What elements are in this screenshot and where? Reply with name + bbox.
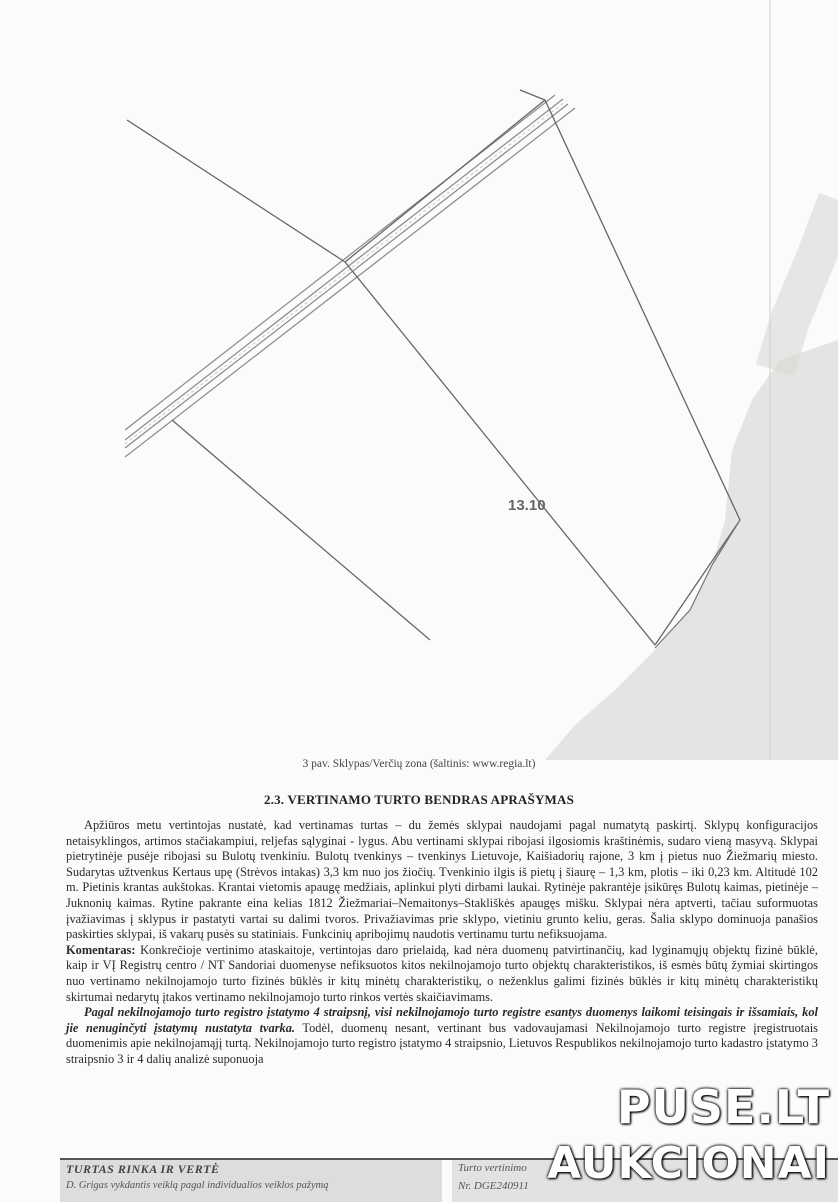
registry-text: Todėl, duomenų nesant, vertinant bus vadovaujamasi Nekilnojamojo turto registre įregistruotais duomenimis apie nekilnojamąjį turtą. Nekilnojamojo turto registro įstatymo 4 straipsnio, Lietuvos Respublikos nekilnojamojo turto kadastro įstatymo 3 straipsnio 3 ir 4 dalių analizė suponuoja: [66, 1020, 818, 1066]
footer-license: D. Grigas vykdantis veiklą pagal individualios veiklos pažymą: [66, 1180, 329, 1191]
figure-caption: 3 pav. Sklypas/Verčių zona (šaltinis: www.regia.lt): [302, 758, 536, 770]
pond-area: [545, 340, 838, 760]
watermark-line1: PUSE.LT: [616, 1080, 830, 1134]
section-title: 2.3. VERTINAMO TURTO BENDRAS APRAŠYMAS: [263, 792, 575, 807]
comment-paragraph: [66, 943, 818, 1005]
road-lines: [125, 95, 575, 457]
body-text: [66, 818, 818, 1068]
footer-company: TURTAS RINKA IR VERTĖ: [66, 1162, 220, 1176]
footer-report-title: Turto vertinimo: [458, 1162, 527, 1174]
description-paragraph: Apžiūros metu vertintojas nustatė, kad vertinamas turtas – du žemės sklypai naudojami pagal numatytą paskirtį. Sklypų konfiguracijos netaisyklingos, artimos stačiakampiui, reljefas sąlyginai - lygus. Abu vertinami sklypai ribojasi ilgosiomis kraštinėmis, sudaro vieną masyvą. Sklypai pietrytinėje pusėje ribojasi su Bulotų tvenkiniu. Bulotų tvenkinys – tvenkinys Lietuvoje, Kaišiadorių rajone, 3 km į pietus nuo Žiežmarių miesto. Sudarytas užtvenkus Kertaus upę (Strėvos intakas) 3,3 km nuo jos žiočių. Tvenkinio ilgis iš pietų į šiaurę – 1,3 km, plotis – iki 0,23 km. Altitudė 102 m. Pietinis krantas aukštokas. Krantai vietomis apaugę medžiais, aplinkui plyti dirbami laukai. Rytinėje pakrantėje įsikūręs Bulotų kaimas, pietinėje – Juknonių kaimas. Rytine pakrante eina kelias 1812 Žiežmariai–Nemaitonys–Stakliškės apaugęs mišku. Sklypai nėra aptverti, tačiau suformuotas įvažiavimas į sklypus ir pastatyti vartai su dalimi tvoros. Privažiavimas prie sklypo, vietiniu grunto keliu, geras. Šalia sklypo dominuoja panašios paskirties sklypai, iš vakarų pusės su statiniais. Funkcinių apribojimų naudotis vertinamu turtu nefiksuojama.: [66, 818, 818, 942]
zone-label: 13.10: [508, 497, 546, 514]
footer-left: [60, 1160, 442, 1202]
registry-bold: Pagal nekilnojamojo turto registro įstatymo 4 straipsnį, visi nekilnojamojo turto registre esantys duomenys laikomi teisingais ir išsamiais, kol jie nenuginčyti įstatymų nustatyta tvarka.: [66, 1005, 818, 1035]
watermark-line2: AUKCIONAI: [547, 1138, 830, 1189]
footer-report-number: Nr. DGE240911: [458, 1180, 529, 1192]
comment-text: Konkrečioje vertinimo ataskaitoje, vertintojas daro prielaidą, kad nėra duomenų patvirtinančių, kad lyginamųjų objektų fizinė būklė, kaip ir VĮ Registrų centro / NT Sandoriai duomenyse nefiksuotos kitos nekilnojamojo turto objektų charakteristikos, iš esmės būtų žymiai skirtingos nuo vertinamo nekilnojamojo turto fizinės būklės ir kitų minėtų charakteristikų, o neženklus galimi fizinės būklės ir kitų minėtų charakteristikų skirtumai nedarytų įtakos vertinamo nekilnojamojo turto rinkos vertės skaičiavimams.: [66, 942, 818, 1004]
comment-label: Komentaras:: [66, 942, 136, 957]
registry-paragraph: [66, 1005, 818, 1067]
